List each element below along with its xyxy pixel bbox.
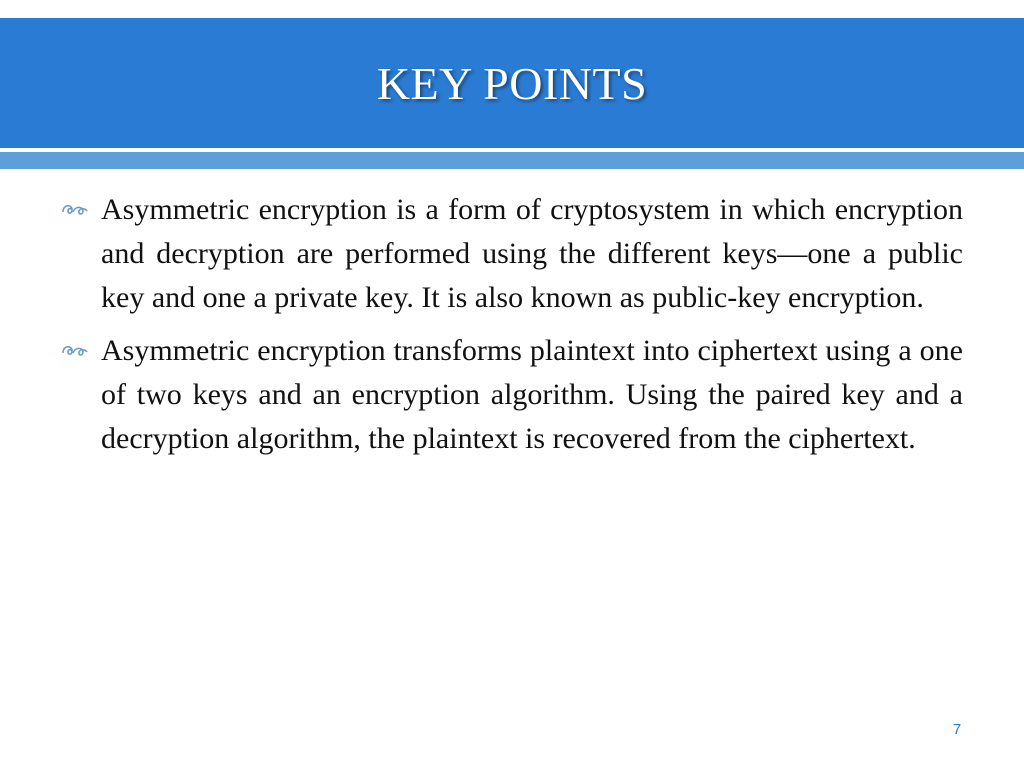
bullet-list [60, 188, 963, 470]
slide-title: KEY POINTS [376, 58, 648, 109]
curl-ornament-icon [60, 198, 94, 218]
accent-rule [0, 152, 1024, 169]
curl-ornament-icon [60, 339, 94, 359]
bullet-item [60, 188, 963, 320]
bullet-text: Asymmetric encryption is a form of cryptosystem in which encryption and decryption are performed using the different keys—one a public key and one a private key. It is also known as public-key encryption. [101, 193, 963, 314]
bullet-text: Asymmetric encryption transforms plaintext into ciphertext using a one of two keys and an encryption algorithm. Using the paired key and a decryption algorithm, the plaintext is recovered from the ciphertext. [101, 334, 963, 455]
page-number: 7 [952, 721, 962, 738]
bullet-item [60, 329, 963, 461]
